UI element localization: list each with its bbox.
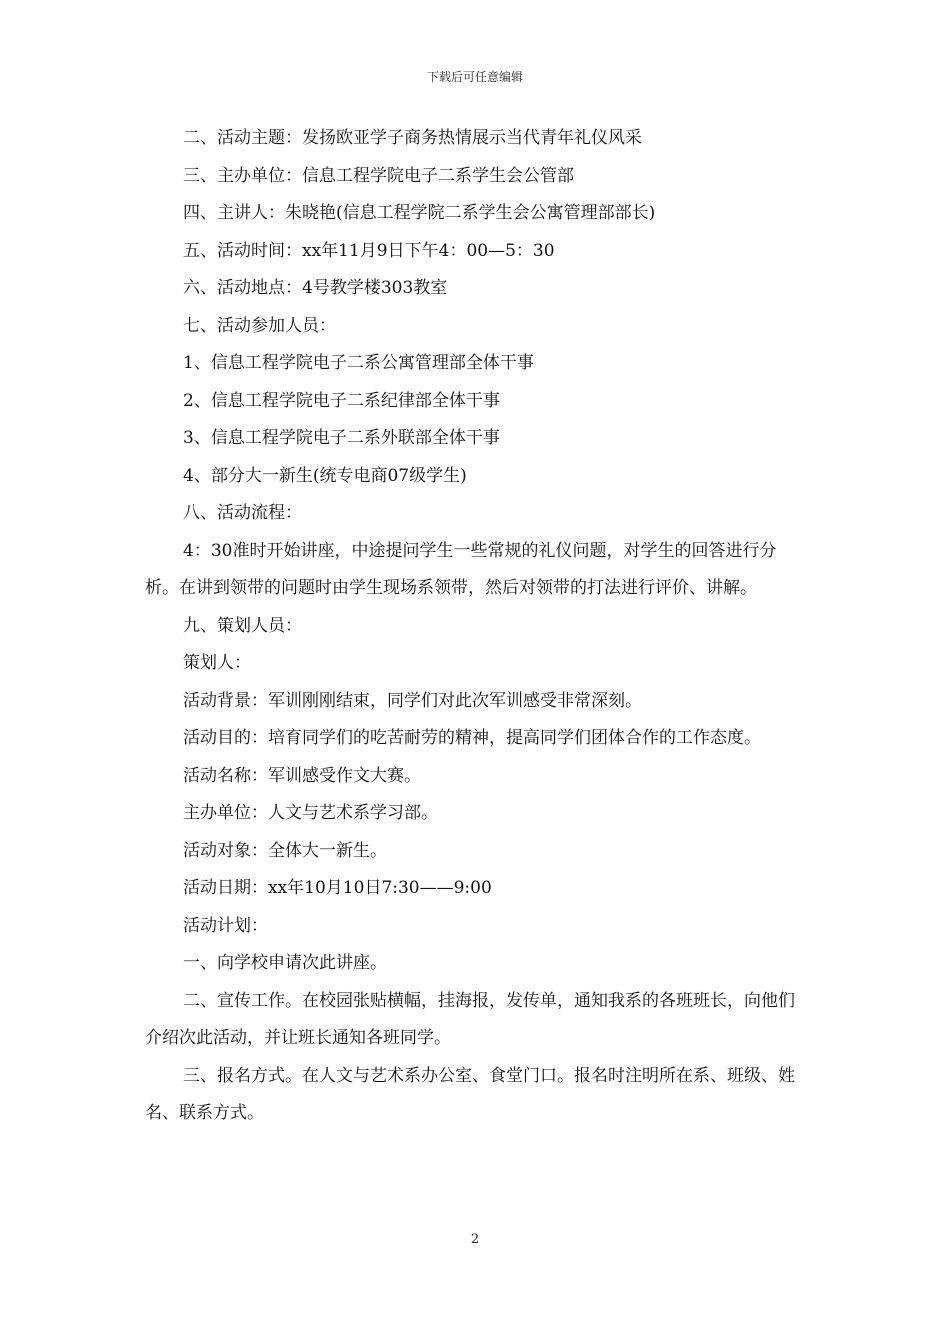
paragraph: 活动目的：培育同学们的吃苦耐劳的精神，提高同学们团体合作的工作态度。 [183,728,761,748]
paragraph: 三、主办单位：信息工程学院电子二系学生会公管部 [183,165,574,186]
paragraph: 1、信息工程学院电子二系公寓管理部全体干事 [183,353,534,373]
paragraph: 4、部分大一新生(统专电商07级学生) [183,465,467,486]
page-header: 下载后可任意编辑 [426,70,523,84]
paragraph: 六、活动地点：4号教学楼303教室 [183,278,448,298]
paragraph: 九、策划人员： [183,615,302,636]
paragraph: 活动名称：军训感受作文大赛。 [183,765,421,786]
paragraph: 活动计划： [183,915,268,936]
paragraph: 三、报名方式。在人文与艺术系办公室、食堂门口。报名时注明所在系、班级、姓名、联系方式。 [145,1065,795,1123]
document-body [145,120,810,1133]
paragraph: 策划人： [183,653,251,673]
paragraph: 一、向学校申请次此讲座。 [183,953,387,973]
paragraph: 2、信息工程学院电子二系纪律部全体干事 [183,390,500,411]
paragraph: 活动背景：军训刚刚结束，同学们对此次军训感受非常深刻。 [183,690,642,711]
page-number: 2 [470,1232,480,1247]
paragraph: 4：30准时开始讲座，中途提问学生一些常规的礼仪问题，对学生的回答进行分析。在讲到领带的问题时由学生现场系领带，然后对领带的打法进行评价、讲解。 [145,540,777,598]
paragraph: 五、活动时间：xx年11月9日下午4：00—5：30 [183,240,555,261]
paragraph: 四、主讲人：朱晓艳(信息工程学院二系学生会公寓管理部部长) [183,203,656,223]
paragraph: 3、信息工程学院电子二系外联部全体干事 [183,428,500,448]
paragraph: 八、活动流程： [183,503,302,523]
paragraph: 活动对象：全体大一新生。 [183,840,387,861]
paragraph: 七、活动参加人员： [183,315,336,336]
paragraph: 二、活动主题：发扬欧亚学子商务热情展示当代青年礼仪风采 [183,128,642,148]
paragraph: 活动日期：xx年10月10日7:30——9:00 [183,878,492,898]
paragraph: 二、宣传工作。在校园张贴横幅，挂海报，发传单，通知我系的各班班长，向他们介绍次此活动，并让班长通知各班同学。 [145,990,795,1048]
paragraph: 主办单位：人文与艺术系学习部。 [183,803,438,823]
